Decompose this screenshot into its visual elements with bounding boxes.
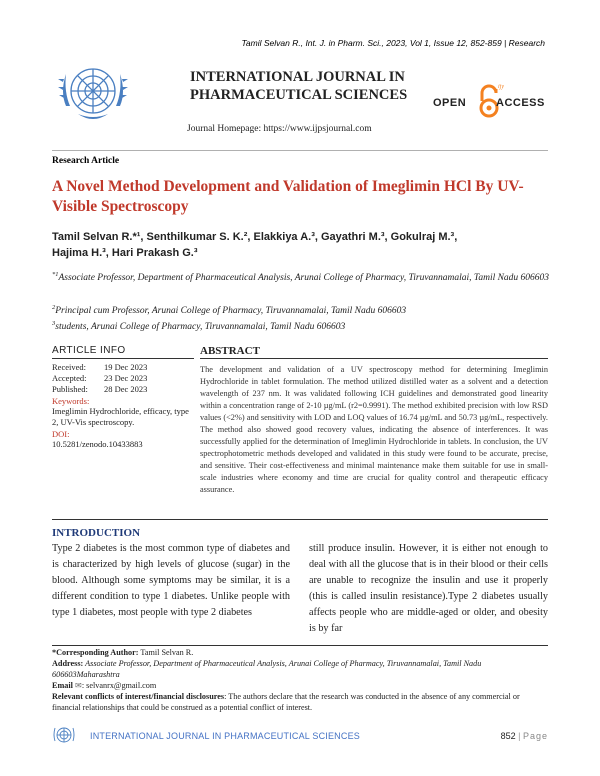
- author-address: [52, 658, 548, 680]
- published-row: [52, 384, 194, 395]
- keywords: Imeglimin Hydrochloride, efficacy, type 2, UV-Vis spectroscopy.: [52, 406, 189, 427]
- author-line-1: Tamil Selvan R.*¹, Senthilkumar S. K.², Elakkiya A.³, Gayathri M.³, Gokulraj M.³,: [52, 231, 458, 243]
- author-email: [52, 680, 548, 691]
- doi-link[interactable]: 10.5281/zenodo.10433883: [52, 439, 143, 449]
- affiliation-3-marker: 3: [52, 320, 56, 327]
- received-row: [52, 362, 194, 373]
- affiliation-1-text: Associate Professor, Department of Pharmaceutical Analysis, Arunai College of Pharmacy, Tiruvannamalai, Tamil Nadu 606603: [58, 273, 550, 284]
- abstract-title: ABSTRACT: [200, 345, 548, 359]
- conflict-statement: [52, 691, 548, 713]
- abstract: [200, 345, 548, 496]
- journal-homepage[interactable]: Journal Homepage: https://www.ijpsjournal.com: [187, 124, 372, 134]
- doi-label: DOI:: [52, 429, 70, 439]
- header-divider: [52, 150, 548, 151]
- affiliation-1-marker: *1: [52, 271, 59, 278]
- oa-tag: ijy: [498, 84, 504, 90]
- published-date: 28 Dec 2023: [104, 384, 148, 394]
- corresponding-author: [52, 647, 548, 658]
- footer-journal-name: INTERNATIONAL JOURNAL IN PHARMACEUTICAL SCIENCES: [90, 731, 360, 741]
- introduction-column-right: still produce insulin. However, it is either not enough to deal with all the glucose that is in their blood or their cells are unable to recognize the insulin and use it properly (this is called insulin resistance).Type 2 diabetes usually affects people who are middle-aged or older, and obesity is by far: [309, 543, 548, 634]
- keywords-label: Keywords:: [52, 396, 90, 406]
- conflict-label: Relevant conflicts of interest/financial disclosures: [52, 692, 225, 701]
- article-info-title: ARTICLE INFO: [52, 345, 194, 359]
- open-access-open: OPEN: [433, 97, 467, 109]
- conflict-text: : The authors declare that the research was conducted in the absence of any commercial or financial relationships that could be construed as a potential conflict of interest.: [52, 692, 520, 712]
- received-date: 19 Dec 2023: [104, 362, 148, 372]
- page-number-value: 852: [500, 731, 516, 741]
- footnote-divider: [52, 645, 548, 646]
- affiliation-1: [52, 268, 552, 285]
- author-list: [52, 229, 552, 261]
- article-info: [52, 345, 194, 449]
- introduction-column-left: Type 2 diabetes is the most common type of diabetes and is characterized by high levels of glucose (sugar) in the blood. Although some symptoms may be similar, it is a different condition to type 1 diabetes. Unlike people with type 1 diabetes, most people with type 2 diabetes: [52, 543, 290, 618]
- published-label: Published:: [52, 384, 88, 394]
- accepted-row: [52, 373, 194, 384]
- email-icon: ✉: [74, 681, 82, 690]
- page-word: Page: [522, 731, 548, 741]
- article-type: Research Article: [52, 156, 120, 166]
- journal-emblem-icon: [52, 52, 134, 134]
- affiliation-2-marker: 2: [52, 304, 56, 311]
- address-text: Associate Professor, Department of Pharmaceutical Analysis, Arunai College of Pharmacy, Tiruvannamalai, Tamil Nadu 606603Maharashtra: [52, 659, 482, 679]
- accepted-date: 23 Dec 2023: [104, 373, 148, 383]
- author-line-2: Hajima H.³, Hari Prakash G.³: [52, 247, 198, 259]
- page-number: [501, 731, 548, 741]
- corresponding-author-label: *Corresponding Author:: [52, 648, 139, 657]
- affiliation-3-text: students, Arunai College of Pharmacy, Tiruvannamalai, Tamil Nadu 606603: [55, 322, 346, 333]
- article-title: A Novel Method Development and Validation of Imeglimin HCl By UV-Visible Spectroscopy: [52, 178, 524, 215]
- address-label: Address:: [52, 659, 84, 668]
- email-address[interactable]: : selvanrx@gmail.com: [81, 681, 157, 690]
- open-access-access: ACCESS: [496, 97, 545, 109]
- affiliation-2: [52, 301, 552, 318]
- running-head: Tamil Selvan R., Int. J. in Pharm. Sci., 2023, Vol 1, Issue 12, 852-859 | Research: [241, 38, 545, 48]
- affiliation-3: [52, 317, 552, 334]
- abstract-text: The development and validation of a UV spectroscopy method for determining Imeglimin Hydrochloride in tablet formulation. The method utilized distilled water as a solvent and a detection wavelength of 237 nm. It was validated following ICH guidelines and demonstrated good linearity within a concentration range of 2-10 µg/mL (r2=0.9991). The method exhibited precision with low RSD values (<2%) and sensitivity with LOD and LOQ values of 16.74 µg/mL and 50.73 µg/mL, respectively. The method also showed good recovery values, indicating the absence of interferences. It was successfully applied for the determination of Imeglimin Hydrochloride in tablets. In conclusion, the UV spectrophotometric methods developed and validated in this study were found to be accurate, precise, and sensitive. Their cost-effectiveness and minimal maintenance make them suitable for use in small-scale industries where economy and time are crucial for quality control and therapeutic efficacy assurance.: [200, 365, 548, 494]
- received-label: Received:: [52, 362, 86, 372]
- footnotes: [52, 647, 548, 713]
- introduction-heading: INTRODUCTION: [52, 527, 141, 539]
- accepted-label: Accepted:: [52, 373, 87, 383]
- journal-title: INTERNATIONAL JOURNAL IN PHARMACEUTICAL SCIENCES: [190, 69, 408, 103]
- page-separator: |: [515, 731, 523, 741]
- affiliation-2-text: Principal cum Professor, Arunai College of Pharmacy, Tiruvannamalai, Tamil Nadu 606603: [55, 306, 407, 317]
- footer-emblem-icon: [52, 724, 76, 748]
- email-label: Email: [52, 681, 73, 690]
- abstract-divider: [52, 519, 548, 520]
- corresponding-author-name: Tamil Selvan R.: [138, 648, 194, 657]
